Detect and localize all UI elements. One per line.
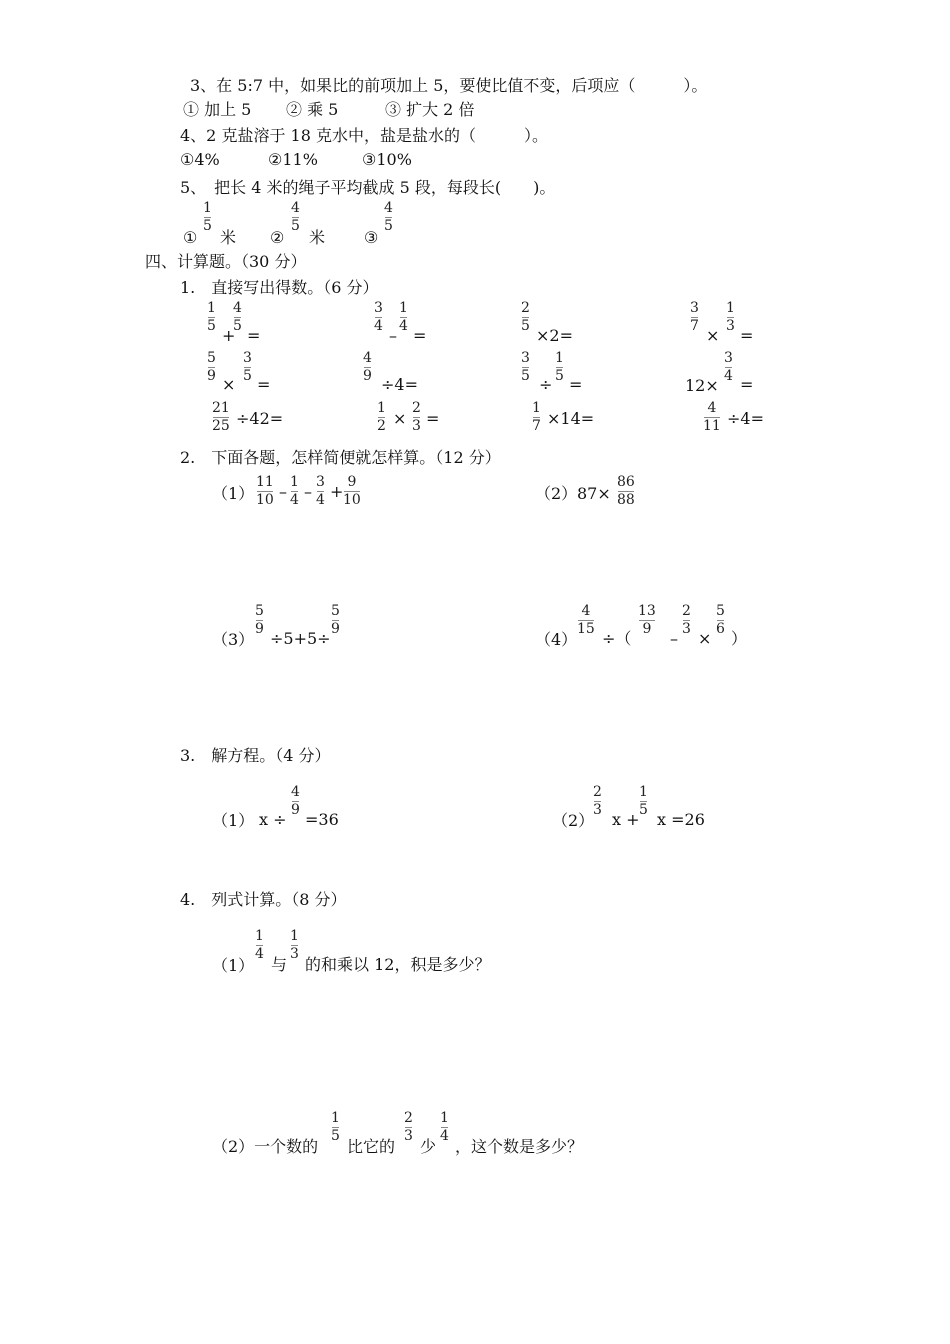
frac: 3 4 xyxy=(374,300,383,334)
q5-option-3-mark: ③ xyxy=(364,228,379,247)
frac: 5 6 xyxy=(716,603,725,637)
equals: = xyxy=(426,409,440,428)
equation-result: =36 xyxy=(305,810,339,829)
operator-tail: ×2= xyxy=(536,326,573,345)
problem-label: （2）一个数的 xyxy=(212,1137,319,1156)
frac: 9 10 xyxy=(343,474,361,508)
operator: ÷ xyxy=(539,375,553,394)
middle-expression: x + xyxy=(612,810,640,829)
q5-stem: 5、 把长 4 米的绳子平均截成 5 段，每段长( )。 xyxy=(180,178,556,197)
frac: 1 3 xyxy=(290,928,299,962)
frac: 1 5 xyxy=(639,784,648,818)
q5-option-3-fraction: 4 5 xyxy=(384,200,393,234)
problem-label: （2） xyxy=(535,484,578,503)
section-title: 四、计算题。（30 分） xyxy=(145,252,307,271)
frac: 1 3 xyxy=(726,300,735,334)
middle-expression: ÷5+5÷ xyxy=(270,629,331,648)
frac: 4 9 xyxy=(363,350,372,384)
frac: 1 4 xyxy=(440,1110,449,1144)
operator-tail: ×14= xyxy=(547,409,595,428)
equals: = xyxy=(413,326,427,345)
problem-label: （2） xyxy=(552,811,595,830)
operator: × xyxy=(706,326,720,345)
close-paren: ） xyxy=(731,629,748,648)
frac: 4 5 xyxy=(233,300,242,334)
equals: = xyxy=(740,375,754,394)
problem-label: （1） xyxy=(212,956,255,975)
frac: 2 3 xyxy=(593,784,602,818)
part3-title: 3. 解方程。（4 分） xyxy=(180,746,331,765)
frac: 1 5 xyxy=(331,1110,340,1144)
frac: 1 5 xyxy=(207,300,216,334)
operator: ÷（ xyxy=(602,629,632,648)
frac: 86 88 xyxy=(617,474,635,508)
operator: – xyxy=(670,629,678,648)
frac: 13 9 xyxy=(638,603,656,637)
frac: 3 7 xyxy=(690,300,699,334)
frac: 5 9 xyxy=(207,350,216,384)
q5-option-2-fraction: 4 5 xyxy=(291,200,300,234)
q5-option-1-fraction: 1 5 xyxy=(203,200,212,234)
frac: 2 3 xyxy=(404,1110,413,1144)
q5-option-1-mark: ① xyxy=(183,228,198,247)
lead-term: 12× xyxy=(685,376,719,395)
connector-text: 比它的 xyxy=(347,1137,396,1156)
frac: 1 4 xyxy=(290,474,299,508)
operator: × xyxy=(393,409,407,428)
frac: 1 4 xyxy=(399,300,408,334)
frac: 5 9 xyxy=(255,603,264,637)
frac: 3 4 xyxy=(724,350,733,384)
equals: = xyxy=(257,375,271,394)
frac: 3 5 xyxy=(521,350,530,384)
frac: 1 2 xyxy=(377,400,386,434)
operator-tail: ÷42= xyxy=(236,409,284,428)
problem-label: （1） xyxy=(212,484,255,503)
frac: 3 5 xyxy=(243,350,252,384)
part4-title: 4. 列式计算。（8 分） xyxy=(180,890,347,909)
operator: – xyxy=(279,482,287,501)
equals: = xyxy=(569,375,583,394)
frac: 5 9 xyxy=(331,603,340,637)
q3-stem: 3、在 5:7 中，如果比的前项加上 5，要使比值不变，后项应（ ）。 xyxy=(190,76,708,95)
question-text: ，这个数是多少？ xyxy=(455,1137,584,1156)
lead-term: 87× xyxy=(577,484,611,503)
operator: × xyxy=(698,629,712,648)
q3-option-1: ① 加上 5 xyxy=(183,100,252,119)
operator: + xyxy=(222,326,236,345)
frac: 21 25 xyxy=(212,400,230,434)
question-text: 的和乘以 12，积是多少？ xyxy=(305,955,491,974)
connector-text: 与 xyxy=(271,955,288,974)
frac: 2 5 xyxy=(521,300,530,334)
equation-result: x =26 xyxy=(657,810,705,829)
operator: – xyxy=(304,482,312,501)
q5-option-2-mark: ② xyxy=(270,228,285,247)
lead-term: x ÷ xyxy=(259,810,287,829)
frac: 4 15 xyxy=(577,603,595,637)
frac: 1 5 xyxy=(555,350,564,384)
equals: = xyxy=(740,326,754,345)
q4-option-3: ③10% xyxy=(362,150,412,169)
part1-title: 1. 直接写出得数。（6 分） xyxy=(180,278,379,297)
problem-label: （4） xyxy=(535,630,578,649)
q5-option-2-unit: 米 xyxy=(309,228,326,247)
part2-title: 2. 下面各题，怎样简便就怎样算。（12 分） xyxy=(180,448,501,467)
frac: 3 4 xyxy=(316,474,325,508)
equals: = xyxy=(247,326,261,345)
problem-label: （1） xyxy=(212,811,255,830)
operator-tail: ÷4= xyxy=(727,409,764,428)
frac: 1 7 xyxy=(532,400,541,434)
operator: – xyxy=(389,326,397,345)
operator: + xyxy=(330,482,344,501)
frac: 1 4 xyxy=(255,928,264,962)
connector-text: 少 xyxy=(420,1137,437,1156)
problem-label: （3） xyxy=(212,630,255,649)
frac: 4 9 xyxy=(291,784,300,818)
operator-tail: ÷4= xyxy=(381,375,418,394)
q4-option-2: ②11% xyxy=(268,150,318,169)
q5-option-1-unit: 米 xyxy=(220,228,237,247)
q3-option-2: ② 乘 5 xyxy=(286,100,339,119)
frac: 2 3 xyxy=(682,603,691,637)
q4-stem: 4、2 克盐溶于 18 克水中，盐是盐水的（ ）。 xyxy=(180,126,548,145)
frac: 11 10 xyxy=(256,474,274,508)
frac: 4 11 xyxy=(703,400,721,434)
q3-option-3: ③ 扩大 2 倍 xyxy=(385,100,475,119)
frac: 2 3 xyxy=(412,400,421,434)
q4-option-1: ①4% xyxy=(180,150,220,169)
operator: × xyxy=(222,375,236,394)
